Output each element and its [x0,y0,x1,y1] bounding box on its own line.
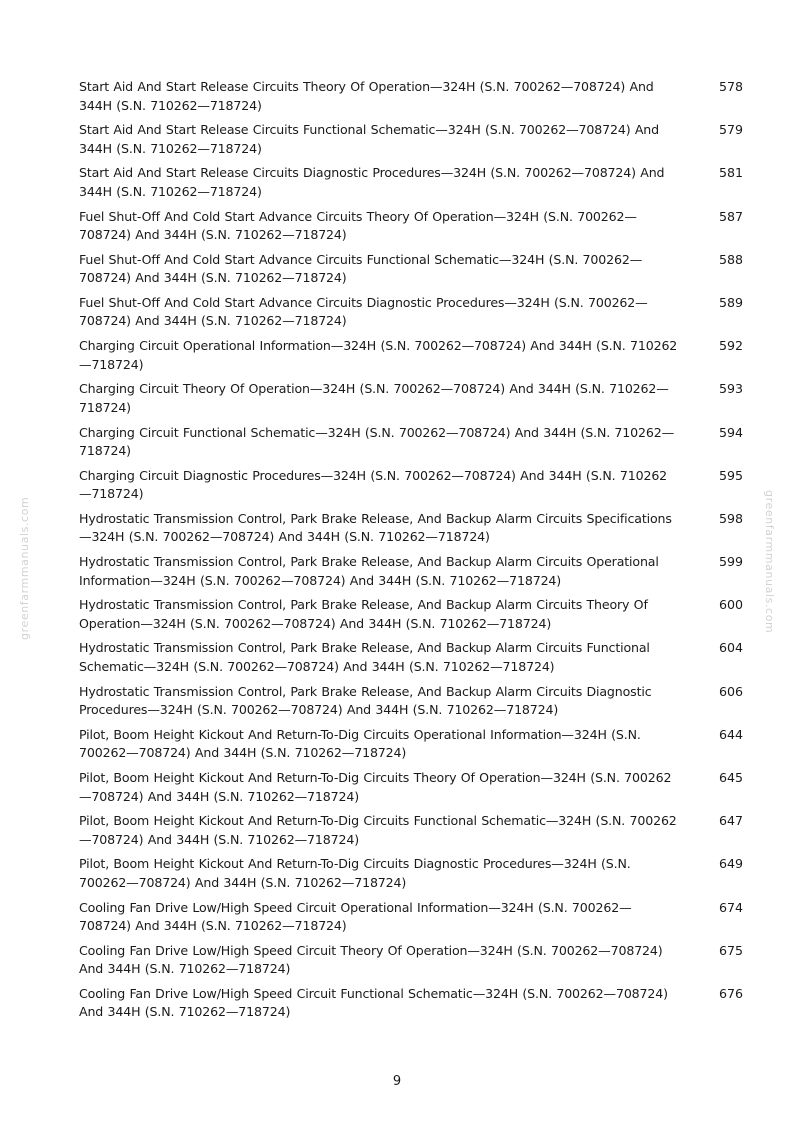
toc-entry-page-number[interactable]: 676 [718,985,743,1001]
toc-entry-page-number[interactable]: 674 [718,899,743,915]
toc-entry[interactable] [79,596,743,639]
toc-entry-page-number[interactable]: 604 [718,640,743,656]
toc-entry-page-number[interactable]: 645 [718,770,743,785]
toc-entry[interactable] [79,899,743,942]
toc-entry[interactable] [79,812,743,855]
toc-entry-page-number[interactable]: 589 [718,294,743,310]
toc-entry-page-number[interactable]: 579 [718,122,743,138]
toc-entry-page-number[interactable]: 600 [718,597,743,613]
toc-entry-title[interactable]: Fuel Shut-Off And Cold Start Advance Circuits Functional Schematic—324H (S.N. 700262—708724) And 344H (S.N. 710262—718724) [79,251,643,286]
toc-entry[interactable] [79,683,743,726]
toc-entry-page-number[interactable]: 675 [718,942,743,958]
toc-entry-title[interactable]: Charging Circuit Theory Of Operation—324H (S.N. 700262—708724) And 344H (S.N. 710262—718724) [79,381,669,415]
toc-entry-title[interactable]: Charging Circuit Operational Information—324H (S.N. 700262—708724) And 344H (S.N. 710262—718724) [79,338,678,372]
toc-entry-page-number[interactable]: 644 [718,726,743,742]
toc-entry-title[interactable]: Fuel Shut-Off And Cold Start Advance Circuits Diagnostic Procedures—324H (S.N. 700262—708724) And 344H (S.N. 710262—718724) [79,294,648,329]
toc-entry-page-number[interactable]: 649 [718,856,743,872]
toc-entry[interactable] [79,985,743,1028]
toc-entry[interactable] [79,251,743,294]
toc-entry-title[interactable]: Charging Circuit Diagnostic Procedures—324H (S.N. 700262—708724) And 344H (S.N. 710262—718724) [79,467,668,502]
toc-entry-title[interactable]: Hydrostatic Transmission Control, Park Brake Release, And Backup Alarm Circuits Specifications—324H (S.N. 700262—708724) And 344H (S.N. 710262—718724) [79,510,672,545]
toc-entry[interactable] [79,78,743,121]
toc-entry[interactable] [79,337,743,380]
toc-entry-page-number[interactable]: 599 [718,554,743,570]
toc-entry-title[interactable]: Charging Circuit Functional Schematic—324H (S.N. 700262—708724) And 344H (S.N. 710262—718724) [79,424,675,458]
toc-entry-page-number[interactable]: 647 [718,813,743,829]
toc-entry-title[interactable]: Pilot, Boom Height Kickout And Return-To-Dig Circuits Diagnostic Procedures—324H (S.N. 700262—708724) And 344H (S.N. 710262—718724) [79,856,631,890]
toc-entry[interactable] [79,639,743,682]
toc-entry[interactable] [79,121,743,164]
toc-entry-page-number[interactable]: 593 [718,381,743,397]
toc-entry-title[interactable]: Start Aid And Start Release Circuits Diagnostic Procedures—324H (S.N. 700262—708724) And 344H (S.N. 710262—718724) [79,165,665,199]
toc-entry-page-number[interactable]: 587 [718,208,743,224]
toc-entry[interactable] [79,769,743,812]
toc-entry[interactable] [79,942,743,985]
toc-entry[interactable] [79,726,743,769]
toc-entry[interactable] [79,467,743,510]
toc-entry-page-number[interactable]: 594 [718,424,743,440]
toc-entry[interactable] [79,164,743,207]
toc-entry-title[interactable]: Start Aid And Start Release Circuits Functional Schematic—324H (S.N. 700262—708724) And 344H (S.N. 710262—718724) [79,122,659,156]
table-of-contents [79,78,743,1028]
toc-entry[interactable] [79,208,743,251]
toc-entry-title[interactable]: Hydrostatic Transmission Control, Park Brake Release, And Backup Alarm Circuits Functional Schematic—324H (S.N. 700262—708724) And 344H (S.N. 710262—718724) [79,640,650,674]
toc-entry-page-number[interactable]: 588 [718,251,743,267]
toc-entry-page-number[interactable]: 606 [718,683,743,699]
toc-entry-title[interactable]: Hydrostatic Transmission Control, Park Brake Release, And Backup Alarm Circuits Theory Of Operation—324H (S.N. 700262—708724) And 344H (S.N. 710262—718724) [79,597,648,631]
page-number: 9 [392,1074,402,1089]
watermark-right: greenfarmmanuals.com [763,490,776,634]
toc-entry[interactable] [79,380,743,423]
toc-entry-title[interactable]: Hydrostatic Transmission Control, Park Brake Release, And Backup Alarm Circuits Diagnostic Procedures—324H (S.N. 700262—708724) And 344H (S.N. 710262—718724) [79,683,652,718]
toc-entry-title[interactable]: Cooling Fan Drive Low/High Speed Circuit Functional Schematic—324H (S.N. 700262—708724) And 344H (S.N. 710262—718724) [79,985,668,1020]
toc-entry-page-number[interactable]: 598 [718,510,743,526]
toc-entry-title[interactable]: Pilot, Boom Height Kickout And Return-To-Dig Circuits Operational Information—324H (S.N. 700262—708724) And 344H (S.N. 710262—718724) [79,726,641,761]
toc-entry[interactable] [79,553,743,596]
toc-entry-title[interactable]: Cooling Fan Drive Low/High Speed Circuit Theory Of Operation—324H (S.N. 700262—708724) And 344H (S.N. 710262—718724) [79,942,663,977]
toc-entry[interactable] [79,510,743,553]
toc-entry-page-number[interactable]: 592 [718,338,743,354]
toc-entry[interactable] [79,294,743,337]
toc-entry-page-number[interactable]: 578 [718,79,743,94]
toc-entry[interactable] [79,855,743,898]
toc-entry-title[interactable]: Pilot, Boom Height Kickout And Return-To-Dig Circuits Functional Schematic—324H (S.N. 700262—708724) And 344H (S.N. 710262—718724) [79,813,677,847]
toc-entry-title[interactable]: Start Aid And Start Release Circuits Theory Of Operation—324H (S.N. 700262—708724) And 344H (S.N. 710262—718724) [79,79,654,113]
toc-entry-title[interactable]: Hydrostatic Transmission Control, Park Brake Release, And Backup Alarm Circuits Operational Information—324H (S.N. 700262—708724) And 344H (S.N. 710262—718724) [79,554,659,588]
watermark-left: greenfarmmanuals.com [18,496,31,640]
toc-entry-page-number[interactable]: 581 [718,165,743,181]
toc-entry[interactable] [79,424,743,467]
toc-entry-page-number[interactable]: 595 [718,467,743,483]
toc-entry-title[interactable]: Fuel Shut-Off And Cold Start Advance Circuits Theory Of Operation—324H (S.N. 700262—708724) And 344H (S.N. 710262—718724) [79,208,637,243]
toc-entry-title[interactable]: Pilot, Boom Height Kickout And Return-To-Dig Circuits Theory Of Operation—324H (S.N. 700262—708724) And 344H (S.N. 710262—718724) [79,770,672,804]
toc-entry-title[interactable]: Cooling Fan Drive Low/High Speed Circuit Operational Information—324H (S.N. 700262—708724) And 344H (S.N. 710262—718724) [79,899,632,934]
